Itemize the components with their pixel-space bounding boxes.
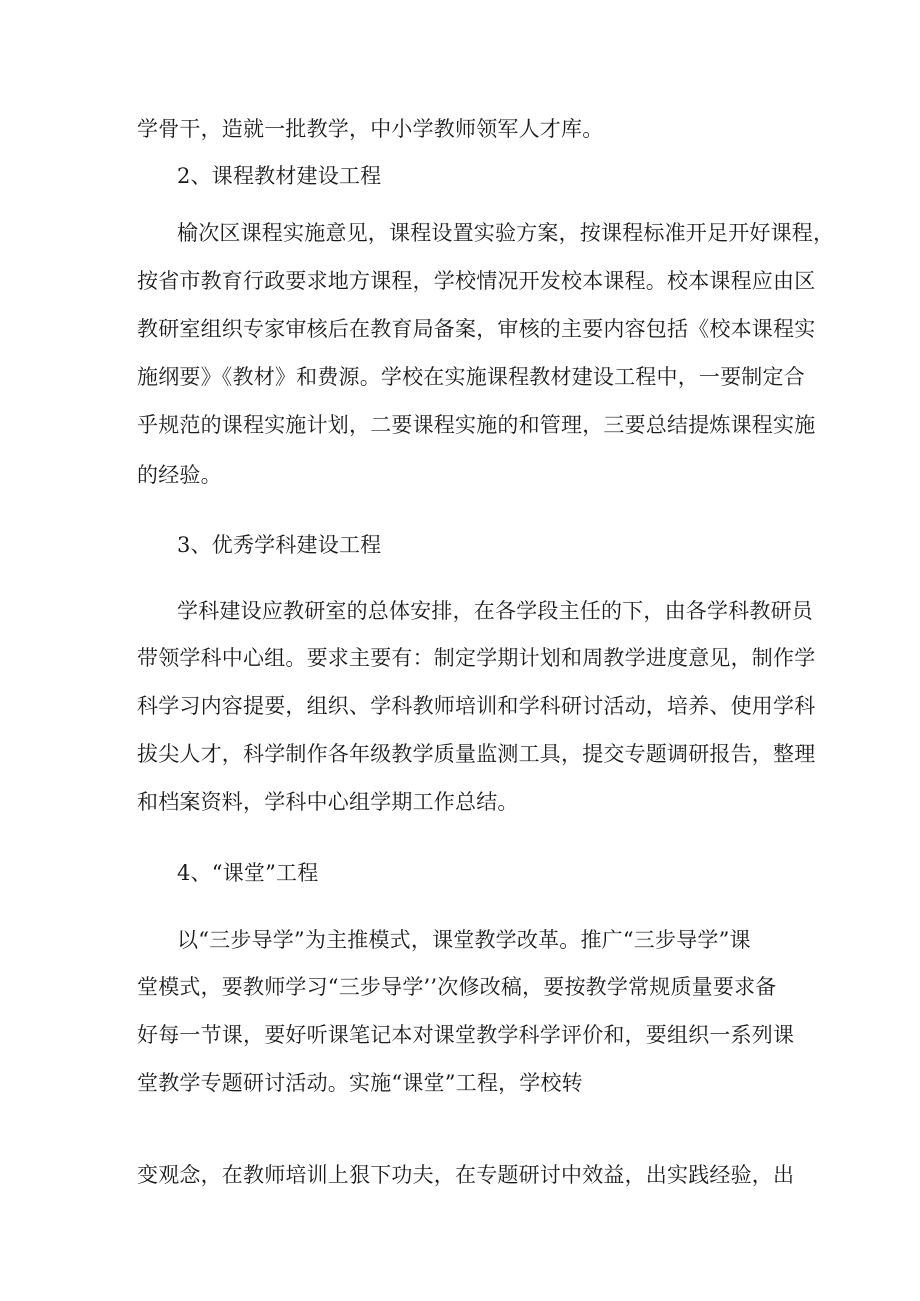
section-2-line: 榆次区课程实施意见，课程设置实验方案，按课程标准开足开好课程， (177, 221, 835, 245)
section-3-line: 带领学科中心组。要求主要有：制定学期计划和周教学进度意见，制作学 (137, 646, 816, 670)
section-2-line: 教研室组织专家审核后在教育局备案，审核的主要内容包括《校本课程实 (137, 317, 816, 341)
section-3-heading: 3、优秀学科建设工程 (177, 533, 382, 557)
section-4-heading: 4、“课堂”工程 (177, 861, 319, 885)
section-2-line: 施纲要》《教材》和费源。学校在实施课程教材建设工程中，一要制定合 (137, 365, 805, 389)
section-2-line: 的经验。 (137, 463, 222, 487)
section-2-heading: 2、课程教材建设工程 (177, 164, 382, 188)
tail-line: 变观念，在教师培训上狠下功夫，在专题研讨中效益，出实践经验，出 (137, 1163, 795, 1187)
section-4-line: 堂教学专题研讨活动。实施“课堂”工程，学校转 (137, 1071, 583, 1095)
section-3-line: 拔尖人才，科学制作各年级教学质量监测工具，提交专题调研报告，整理 (137, 742, 816, 766)
section-4-line: 好每一节课，要好听课笔记本对课堂教学科学评价和，要组织一系列课 (137, 1023, 795, 1047)
section-3-line: 和档案资料，学科中心组学期工作总结。 (137, 790, 519, 814)
section-3-line: 科学习内容提要，组织、学科教师培训和学科研讨活动，培养、使用学科 (137, 694, 816, 718)
section-4-line: 堂模式，要教师学习“三步导学’’次修改稿，要按教学常规质量要求备 (137, 975, 777, 999)
section-2-line: 乎规范的课程实施计划，二要课程实施的和管理，三要总结提炼课程实施 (137, 413, 816, 437)
section-3-line: 学科建设应教研室的总体安排，在各学段主任的下，由各学科教研员 (177, 599, 813, 623)
section-4-line: 以“三步导学”为主推模式，课堂教学改革。推广“三步导学”课 (177, 928, 751, 952)
intro-line: 学骨干，造就一批教学，中小学教师领军人才库。 (137, 117, 604, 141)
section-2-line: 按省市教育行政要求地方课程，学校情况开发校本课程。校本课程应由区 (137, 269, 816, 293)
